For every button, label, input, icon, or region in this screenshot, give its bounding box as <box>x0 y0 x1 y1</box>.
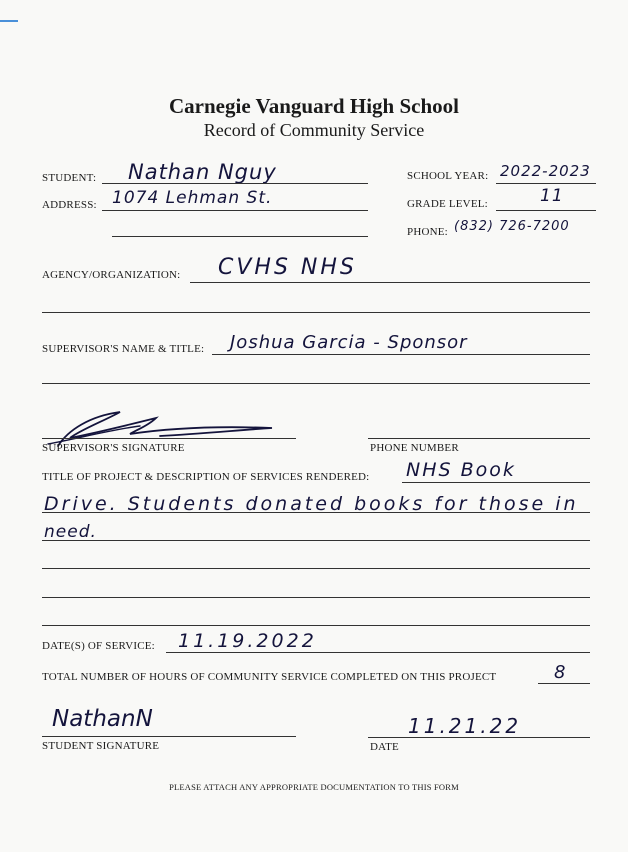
date-label: DATE <box>370 741 399 753</box>
project-line-3 <box>42 540 590 541</box>
agency-handwriting: CVHS NHS <box>218 255 357 280</box>
school-year-label: SCHOOL YEAR: <box>407 170 489 182</box>
dates-of-service-line <box>166 652 590 653</box>
signature-date-handwriting: 11.21.22 <box>408 714 522 738</box>
supervisor-name-handwriting: Joshua Garcia - Sponsor <box>230 332 468 353</box>
project-handwriting-line3: need. <box>44 522 97 542</box>
phone-number-label: PHONE NUMBER <box>370 442 459 454</box>
phone-number-line <box>368 438 590 439</box>
project-handwriting-line2: Drive. Students donated books for those in <box>44 493 579 515</box>
dates-of-service-label: DATE(S) OF SERVICE: <box>42 640 155 652</box>
project-line-2 <box>42 512 590 513</box>
phone-label: PHONE: <box>407 226 448 238</box>
project-line-5 <box>42 597 590 598</box>
student-signature-label: STUDENT SIGNATURE <box>42 740 160 752</box>
project-line-6 <box>42 625 590 626</box>
phone-handwriting: (832) 726-7200 <box>454 219 570 234</box>
student-name-handwriting: Nathan Nguy <box>128 160 277 184</box>
project-handwriting-line1: NHS Book <box>406 459 516 481</box>
agency-label: AGENCY/ORGANIZATION: <box>42 269 181 281</box>
blue-corner-mark <box>0 20 18 22</box>
supervisor-extra-line <box>42 383 590 384</box>
date-line <box>368 737 590 738</box>
footer-note: PLEASE ATTACH ANY APPROPRIATE DOCUMENTATION TO THIS FORM <box>169 782 459 792</box>
form-title: Record of Community Service <box>203 120 425 140</box>
dates-of-service-handwriting: 11.19.2022 <box>178 630 317 652</box>
grade-level-line <box>496 210 596 211</box>
address-label: ADDRESS: <box>42 199 97 211</box>
total-hours-line <box>538 683 590 684</box>
supervisor-signature-line <box>42 438 296 439</box>
address-line-2 <box>112 236 368 237</box>
project-line-4 <box>42 568 590 569</box>
project-line-1 <box>402 482 590 483</box>
grade-level-handwriting: 11 <box>540 186 564 206</box>
supervisor-name-line <box>212 354 590 355</box>
address-handwriting: 1074 Lehman St. <box>112 188 273 208</box>
total-hours-label: TOTAL NUMBER OF HOURS OF COMMUNITY SERVICE COMPLETED ON THIS PROJECT <box>42 671 497 683</box>
student-name-line <box>102 183 368 184</box>
school-name: Carnegie Vanguard High School <box>169 94 459 118</box>
total-hours-handwriting: 8 <box>554 662 567 683</box>
address-line-1 <box>102 210 368 211</box>
school-year-line <box>496 183 596 184</box>
student-label: STUDENT: <box>42 172 97 184</box>
agency-line <box>190 282 590 283</box>
student-signature-handwriting: NathanN <box>52 706 153 732</box>
school-year-handwriting: 2022-2023 <box>500 162 591 180</box>
supervisor-name-label: SUPERVISOR'S NAME & TITLE: <box>42 343 205 355</box>
student-signature-line <box>42 736 296 737</box>
agency-extra-line <box>42 312 590 313</box>
project-title-label: TITLE OF PROJECT & DESCRIPTION OF SERVICES RENDERED: <box>42 471 370 483</box>
grade-level-label: GRADE LEVEL: <box>407 198 488 210</box>
supervisor-signature-label: SUPERVISOR'S SIGNATURE <box>42 442 185 454</box>
